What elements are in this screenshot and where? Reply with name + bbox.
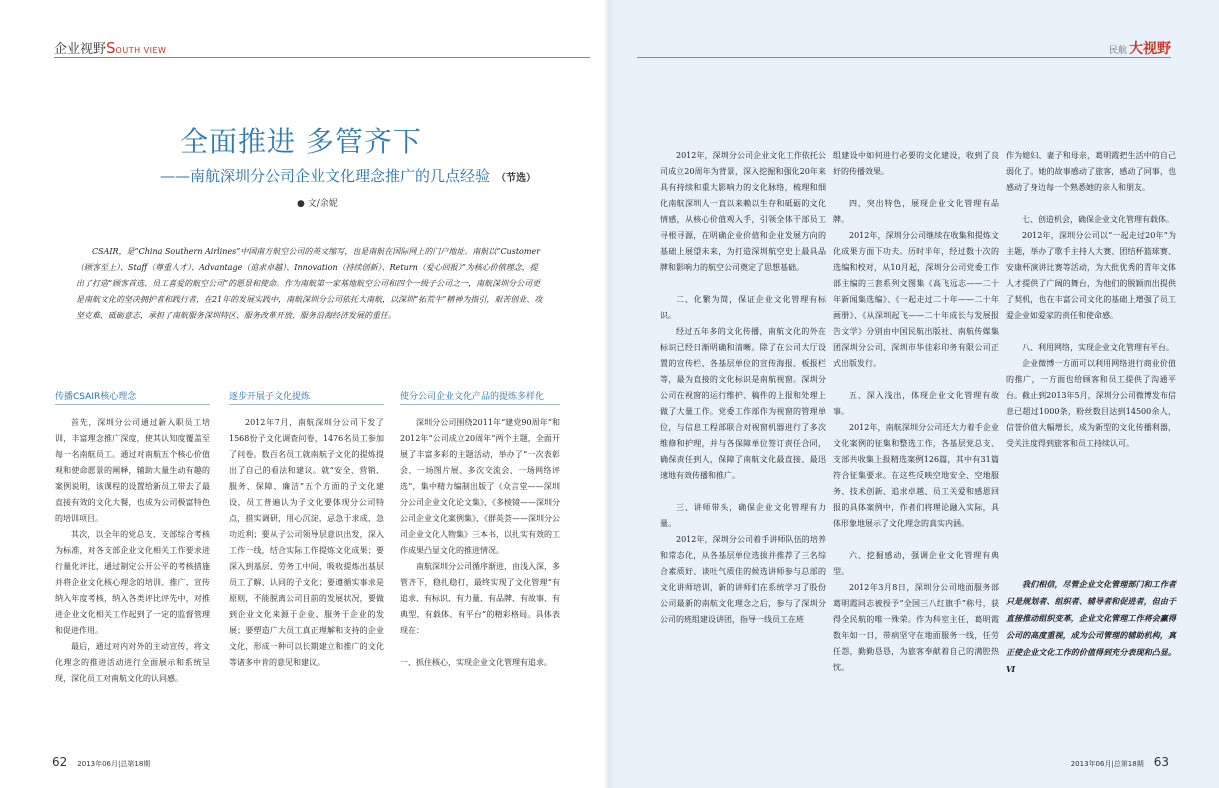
header-en-initial: S xyxy=(106,39,116,57)
paragraph: 其次，以全年的党总支、支部综合考核为标准，对各支部企业文化相关工作要求进行量化评比，通过制定公开公平的考核措施并将企业文化核心理念的培训、推广、宣传纳入年度考核，纳入各类评比评先中，对推进企业文化相关工作起到了一定的监督管理和促进作用。 xyxy=(55,530,210,635)
paragraph: 企业微博一方面可以利用网络进行商业价值的推广，一方面也给顾客和员工提供了沟通平台。截止到2013年5月，深圳分公司微博发布信息已超过1000条，粉丝数目达到14500余人，信誉价值大幅增长，成为新型的文化传播利器，受关注度得到旅客和员工持续认可。 xyxy=(1006,359,1176,448)
paragraph: 2012年3月8日，深圳分公司地面服务部葛明霞同志被授予“全国三八红旗手”称号，获得全民航的唯一殊荣。作为科室主任，葛明霞数年如一日，带病坚守在地面服务一线，任劳任怨，勤勤恳恳，为旅客奉献着自己的满腔热忱。 xyxy=(833,583,999,672)
header-en-label: OUTH VIEW xyxy=(115,46,167,55)
column-5 xyxy=(833,148,999,676)
subsection-heading: 六、挖掘感动，强调企业文化管理有典型。 xyxy=(833,551,999,576)
section-rule-1 xyxy=(55,404,210,405)
column-4 xyxy=(660,148,826,628)
section-heading-2: 逐步开展子文化提炼 xyxy=(229,392,311,402)
column-6 xyxy=(1006,148,1176,452)
section-header-right xyxy=(1109,38,1171,58)
section-heading-1: 传播CSAIR核心理念 xyxy=(55,392,137,402)
paragraph: 2012年7月，南航深圳分公司下发了1568份子文化调查问卷，1476名员工参加了问卷。数百名员工就南航子文化的提炼提出了自己的看法和建议。就“安全、营销、服务、保障、廉洁”五个方面的子文化建设，员工普遍认为子文化要体现分公司特点，措实调研，用心沉淀，忌急于求成、急功近利；要从子公司领导层意识出发，深入工作一线，结合实际工作提炼文化成果；要深入到基层、劳务工中间，吸收提炼出基层员工了解、认同的子文化；要遵循实事求是原则，不能脱离公司目前的发展状况，要做到企业文化来源于企业、服务于企业的发展；要塑造广大员工真正理解和支持的企业文化，形成一种可以长期建立和推广的文化等诸多中肯的意见和建议。 xyxy=(229,418,384,667)
paragraph: 作为媳妇、妻子和母亲，葛明霞把生活中的自己弱化了。她的故事感动了旅客，感动了同事，也感动了身边每一个熟悉她的亲人和朋友。 xyxy=(1006,151,1176,192)
footer-left xyxy=(52,755,150,769)
article-title: 全面推进 多管齐下 xyxy=(180,125,422,158)
header-rule-right xyxy=(637,57,1171,58)
header-small-label: 民航 xyxy=(1108,46,1127,56)
paragraph: 2012年，深圳分公司继续在收集和提炼文化成果方面下功夫。历时半年，经过数十次的选编和校对，从10月起，深圳分公司党委工作部主编的三套系列文图集《高飞远志——二十年新闻集选编》、《一起走过二十年——二十年画册》、《从深圳起飞——二十年成长与发展报告文学》分别由中国民航出版社、南航传媒集团深圳分公司、深圳市华佳彩印务有限公司正式出版发行。 xyxy=(833,231,999,368)
section-header-left xyxy=(54,38,166,57)
paragraph: 2012年，深圳分公司企业文化工作依托公司成立20周年为背景，深入挖掘和强化20年来具有持续和重大影响力的文化脉络，梳理和细化南航深圳人一直以来赖以生存和砥砺的文化情感，从核心价值观入手，引领全体干部员工寻根寻源，在明确企业价值和企业发展方向的基础上展望未来，为打造深圳航空史上最具品牌和影响力的航空公司奠定了思想基础。 xyxy=(660,151,826,272)
subsection-heading: 四、突出特色，展现企业文化管理有品牌。 xyxy=(833,199,999,224)
paragraph: 2012年，深圳分公司着手讲师队伍的培养和常态化，从各基层单位选拔并推荐了三名综合素质好、谈吐气质佳的候选讲师参与总部的文化讲师培训，新的讲师们在系统学习了股份公司最新的南航文化理念之后，参与了深圳分公司的班组建设讲团，指导一线员工在班 xyxy=(660,535,826,624)
paragraph: 首先，深圳分公司通过新入职员工培训，丰富理念推广深度，使其认知度覆盖至每一名南航员工。通过对南航五个核心价值观和使命愿景的阐释，辅助大量生动有趣的案例说明，该课程的设置给新员工带去了最直接有效的文化大餐，也成为公司极富特色的培训项目。 xyxy=(55,418,210,523)
paragraph: 组建设中如何进行必要的文化建设，收到了良好的传播效果。 xyxy=(833,151,999,176)
paragraph: 2012年，深圳分公司以“一起走过20年”为主题，举办了歌手主持人大赛、团结杯篮球赛、安康杯演讲比赛等活动，为大批优秀的青年文体人才提供了广阔的舞台，为他们的脱颖而出提供了契机，也在丰富公司文化的基础上增强了员工爱企业如爱家的责任和使命感。 xyxy=(1006,231,1176,320)
subsection-heading: 一、抓住核心，实现企业文化管理有追求。 xyxy=(400,658,552,667)
footer-right xyxy=(1071,755,1169,769)
column-2 xyxy=(229,415,384,671)
section-heading-3: 使分公司企业文化产品的提炼多样化 xyxy=(400,392,545,402)
subsection-heading: 八、利用网络，实现企业文化管理有平台。 xyxy=(1022,343,1174,352)
paragraph: 经过五年多的文化传播，南航文化的外在标识已经日渐明确和清晰。除了在公司大厅设置的宣传栏、各基层单位的宣传海报、板报栏等，最为直接的文化标识是南航视窗。深圳分公司在视窗的运行维护、稿件的上报和处理上做了大量工作。党委工作部作为视窗的管理单位，与信息工程部联合对视窗机器进行了多次维修和护理，并与各保障单位签订责任合同，确保责任到人，保障了南航文化最直接、最迅速地有效传播和推广。 xyxy=(660,327,826,480)
closing-statement: 我们相信，尽管企业文化管理部门和工作者只是规划者、组织者、辅导者和促进者，但由于直接推动组织变革，企业文化管理工作将会赢得公司的高度重视，成为公司管理的辅助机构，真正使企业文化工作的价值得到充分表现和凸显。Ⅵ xyxy=(1006,579,1176,674)
header-cn-label: 企业视野 xyxy=(54,42,107,57)
article-subtitle xyxy=(160,165,536,186)
subsection-heading: 五、深入浅出，体现企业文化管理有故事。 xyxy=(833,391,999,416)
left-page xyxy=(0,0,609,788)
issue-label-left: 2013年06月|总第18期 xyxy=(77,760,151,768)
author-line: ● 文/余妮 xyxy=(297,199,338,209)
paragraph: 南航深圳分公司循序渐进，由浅入深，多管齐下，稳扎稳打，最终实现了文化管理“有追求、有标识、有力量、有品牌、有故事、有典型、有载体、有平台”的精彩格局。具体表现在： xyxy=(400,562,560,635)
subsection-heading: 三、讲师带头，确保企业文化管理有力量。 xyxy=(660,503,826,528)
article-intro: CSAIR，是“China Southern Airlines”中国南方航空公司的英文缩写，也是南航在国际网上的门户地址。南航以“Customer（顾客至上）、Staff（尊重人才）、Advantage（追求卓越）、Innovation（持续创新）、Return（爱心回报）”为核心价值理念，提出了打造“顾客首选、员工喜爱的航空公司”的愿景和使命。作为南航第一家基地航空公司和四个一级子公司之一，南航深圳分公司更是南航文化的坚决拥护者和践行者，在21年的发展实践中，南航深圳分公司依托大南航，以深圳“拓荒牛”精神为指引，艰苦创业、攻坚克难、砥砺意志，承担了南航服务深圳特区、服务改革开放、服务沿海经济发展的重任。 xyxy=(76,247,543,320)
paragraph: 最后，通过对内对外的主动宣传，将文化理念的推进活动进行全面展示和系统呈现，深化员工对南航文化的认同感。 xyxy=(55,642,210,683)
column-1 xyxy=(55,415,210,687)
header-rule-left xyxy=(54,57,590,58)
subtitle-text: ——南航深圳分公司企业文化理念推广的几点经验 xyxy=(160,167,491,185)
column-3 xyxy=(400,415,560,671)
section-rule-3 xyxy=(400,404,560,405)
paragraph: 深圳分公司围绕2011年“建党90周年”和2012年“公司成立20周年”两个主题，全面开展了丰富多彩的主题活动，举办了“一次表彰会、一场图片展、多次交流会、一场网络评选”，集中精力编制出版了《众言堂——深圳分公司企业文化论文集》、《多棱镜——深圳分公司企业文化案例集》、《群英荟——深圳分公司企业文化人物集》三本书，以扎实有效的工作成果凸显文化的推进情况。 xyxy=(400,418,560,555)
page-number-left: 62 xyxy=(52,755,68,769)
right-page xyxy=(609,0,1219,788)
section-rule-2 xyxy=(229,404,384,405)
paragraph: 2012年，南航深圳分公司还大力着手企业文化案例的征集和整选工作，各基层党总支、支部共收集上报精选案例126篇，其中有31篇符合征集要求。在这些反映空地安全、空地服务、技术创新、追求卓越、员工关爱和感恩回报的具体案例中，作者们将理论融入实际，具体形象地展示了文化理念的真实内涵。 xyxy=(833,423,999,528)
subsection-heading: 七、创造机会，确保企业文化管理有载体。 xyxy=(1022,215,1174,224)
subsection-heading: 二、化繁为简，保证企业文化管理有标识。 xyxy=(660,295,826,320)
spine-gutter xyxy=(604,0,614,788)
issue-label-right: 2013年06月|总第18期 xyxy=(1070,760,1144,768)
page-number-right: 63 xyxy=(1153,755,1169,769)
subtitle-note: （节选） xyxy=(496,173,537,184)
header-main-label: 大视野 xyxy=(1129,41,1171,57)
